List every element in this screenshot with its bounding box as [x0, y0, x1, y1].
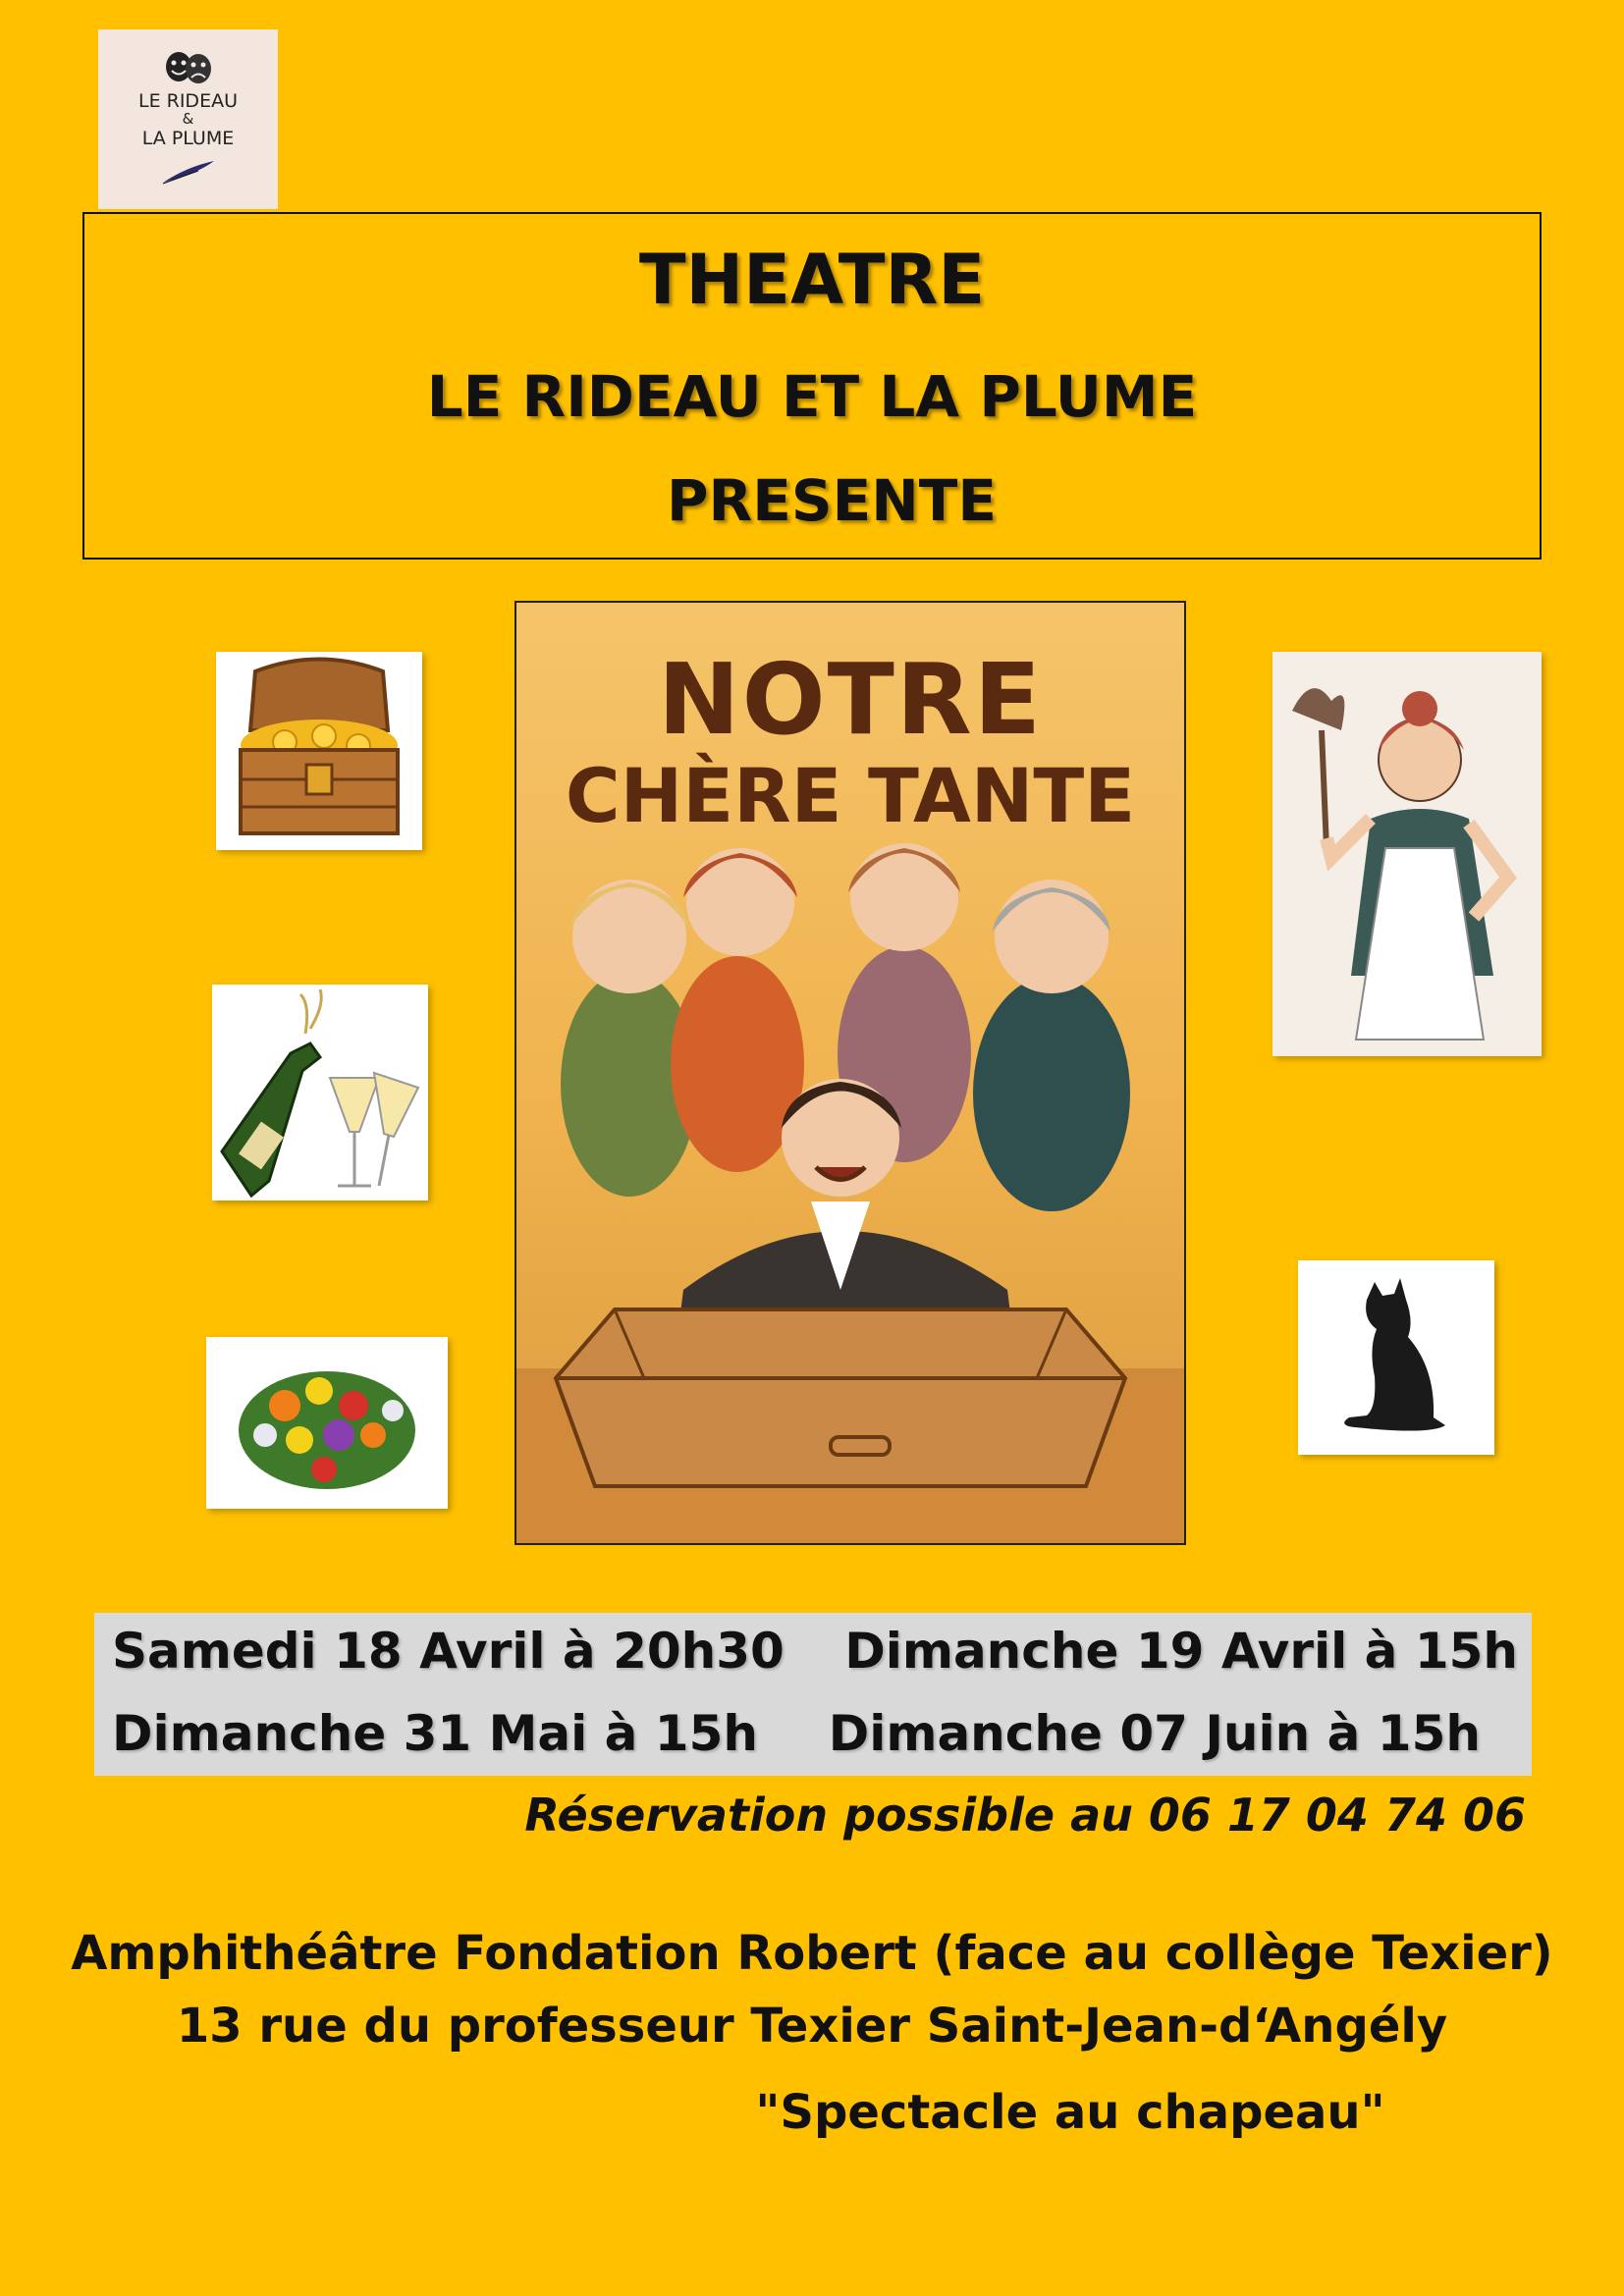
- black-cat-image: [1298, 1260, 1494, 1455]
- header-box: [82, 212, 1542, 560]
- logo-line-1: LE RIDEAU: [138, 90, 238, 112]
- header-title: THEATRE: [638, 240, 986, 320]
- quill-icon: [159, 157, 218, 187]
- date-saturday-april-18: Samedi 18 Avril à 20h30: [112, 1623, 785, 1680]
- venue-address: 13 rue du professeur Texier Saint-Jean-d‘Angély: [176, 1999, 1448, 2054]
- treasure-chest-icon: [216, 652, 422, 850]
- logo-line-2: LA PLUME: [141, 128, 235, 149]
- maid-icon: [1272, 652, 1542, 1056]
- champagne-image: [212, 985, 428, 1201]
- hat-collection-note: "Spectacle au chapeau": [755, 2085, 1385, 2140]
- reservation-info: Réservation possible au 06 17 04 74 06: [524, 1789, 1526, 1842]
- maid-with-duster-image: [1272, 652, 1542, 1056]
- theatre-masks-icon: [159, 49, 218, 88]
- poster-title-line-1: NOTRE: [657, 642, 1044, 757]
- flower-bouquet-image: [206, 1337, 448, 1509]
- dates-band: [94, 1613, 1532, 1776]
- header-presents: PRESENTE: [667, 467, 997, 534]
- troupe-logo: [98, 29, 278, 209]
- play-poster: [514, 601, 1186, 1545]
- date-sunday-april-19: Dimanche 19 Avril à 15h: [844, 1623, 1518, 1680]
- header-troupe-name: LE RIDEAU ET LA PLUME: [426, 363, 1198, 430]
- logo-ampersand: &: [182, 110, 194, 128]
- venue-name: Amphithéâtre Fondation Robert (face au collège Texier): [71, 1926, 1553, 1981]
- date-sunday-june-07: Dimanche 07 Juin à 15h: [828, 1705, 1481, 1762]
- flower-bouquet-icon: [206, 1337, 448, 1509]
- poster-title-line-2: CHÈRE TANTE: [565, 752, 1136, 839]
- black-cat-icon: [1298, 1260, 1494, 1455]
- champagne-icon: [212, 985, 428, 1201]
- date-sunday-may-31: Dimanche 31 Mai à 15h: [112, 1705, 758, 1762]
- treasure-chest-image: [216, 652, 422, 850]
